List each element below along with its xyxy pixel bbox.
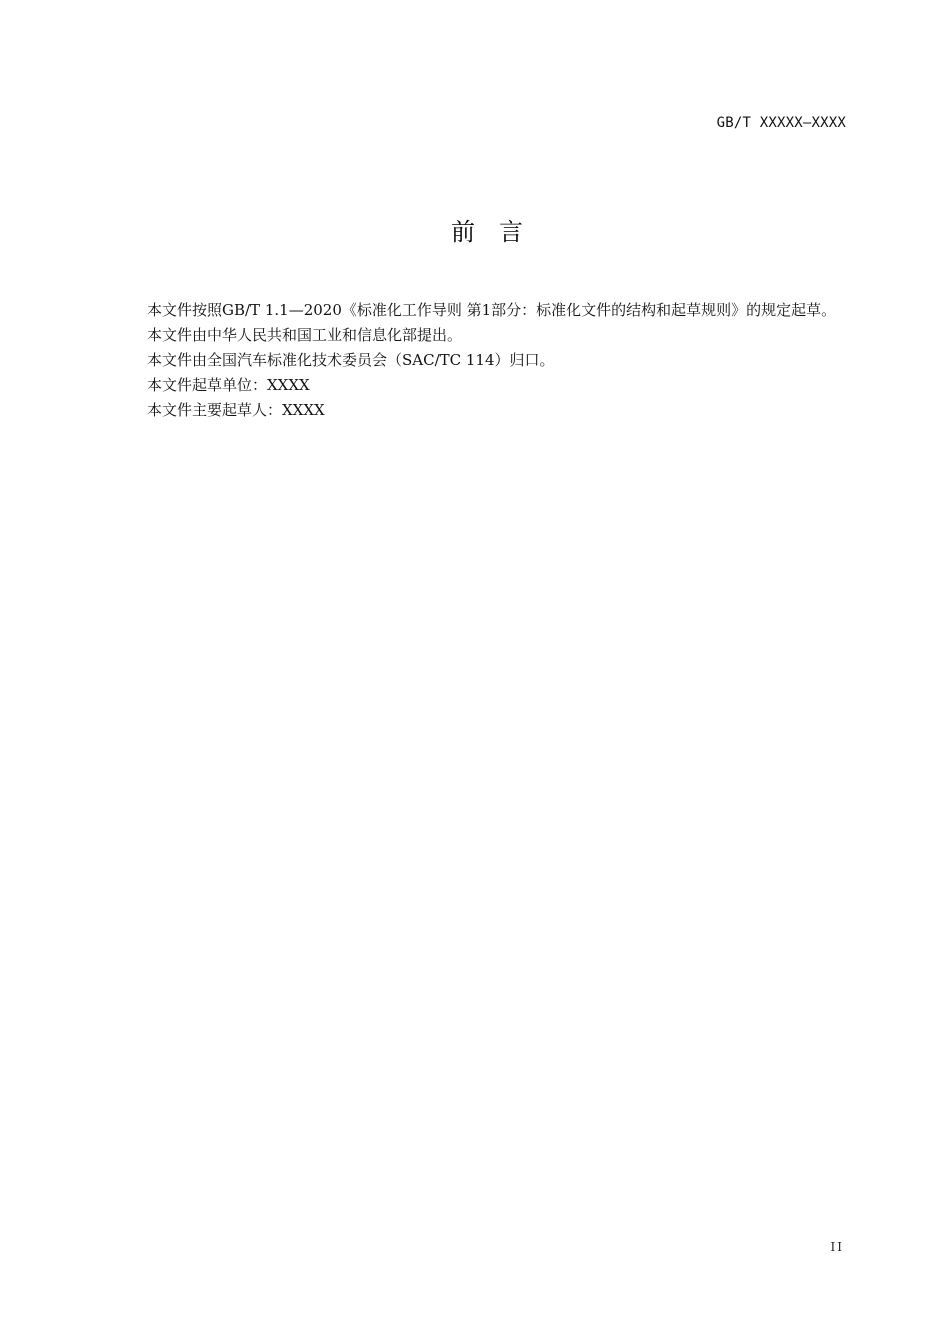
foreword-body [113, 298, 861, 423]
paragraph-drafters: 本文件主要起草人：XXXX [147, 401, 325, 419]
paragraph-drafting-unit: 本文件起草单位：XXXX [147, 376, 310, 394]
paragraph-drafting-rules: 本文件按照GB/T 1.1—2020《标准化工作导则 第1部分：标准化文件的结构和起草规则》的规定起草。 [147, 301, 837, 319]
page-number: II [830, 1240, 844, 1254]
document-code: GB/T XXXXX—XXXX [716, 115, 846, 131]
page-title: 前言 [451, 218, 547, 246]
paragraph-proposer: 本文件由中华人民共和国工业和信息化部提出。 [147, 326, 463, 344]
paragraph-committee: 本文件由全国汽车标准化技术委员会（SAC/TC 114）归口。 [147, 351, 555, 369]
